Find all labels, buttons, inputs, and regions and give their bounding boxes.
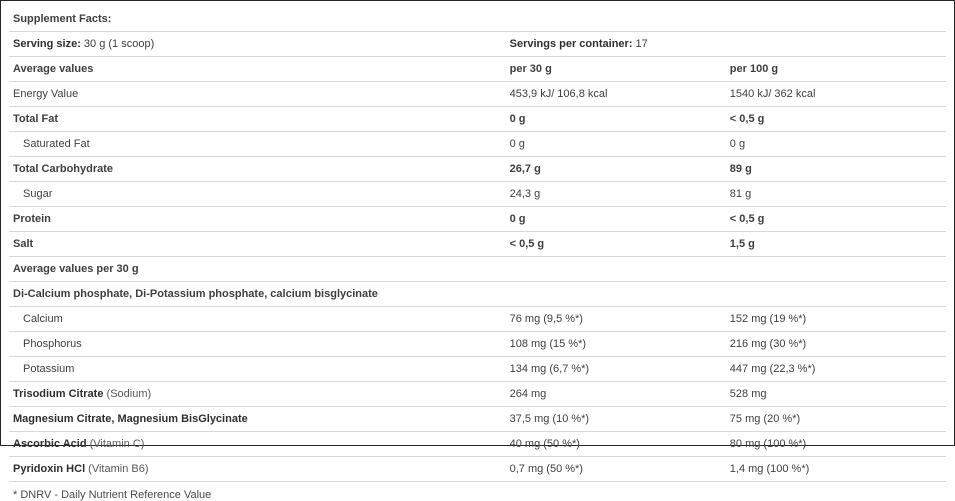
row-value-100g: 447 mg (22,3 %*) [726, 357, 946, 382]
ingredient-group-row [9, 282, 946, 307]
row-value-100g: 1,4 mg (100 %*) [726, 457, 946, 482]
row-label-main: Pyridoxin HCl [13, 463, 86, 475]
row-label: Total Carbohydrate [9, 157, 506, 182]
row-value-100g: 81 g [726, 182, 946, 207]
row-value-30g: 453,9 kJ/ 106,8 kcal [506, 82, 726, 107]
row-label-suffix: (Vitamin B6) [85, 463, 149, 475]
row-value-30g: 37,5 mg (10 %*) [506, 407, 726, 432]
table-row [9, 407, 946, 432]
header-per-100g: per 100 g [726, 57, 946, 82]
row-value-30g: 40 mg (50 %*) [506, 432, 726, 457]
serving-size-label: Serving size: [13, 38, 81, 50]
table-row [9, 357, 946, 382]
row-label [9, 407, 506, 432]
panel-title-row [9, 7, 946, 32]
row-value-100g: 528 mg [726, 382, 946, 407]
row-label: Sugar [9, 182, 506, 207]
row-label: Salt [9, 232, 506, 257]
row-value-100g: 89 g [726, 157, 946, 182]
row-label [9, 457, 506, 482]
row-label [9, 382, 506, 407]
table-row [9, 82, 946, 107]
row-value-100g: 1,5 g [726, 232, 946, 257]
row-label: Energy Value [9, 82, 506, 107]
table-row [9, 232, 946, 257]
row-label: Total Fat [9, 107, 506, 132]
row-value-30g: 0 g [506, 132, 726, 157]
row-label-suffix: (Vitamin C) [86, 438, 145, 450]
row-value-30g: 24,3 g [506, 182, 726, 207]
table-row [9, 382, 946, 407]
row-value-30g: 0 g [506, 107, 726, 132]
row-value-100g: 152 mg (19 %*) [726, 307, 946, 332]
table-row [9, 182, 946, 207]
row-value-30g: 26,7 g [506, 157, 726, 182]
row-value-30g: 76 mg (9,5 %*) [506, 307, 726, 332]
servings-per-container-value: 17 [635, 38, 648, 50]
row-value-30g: < 0,5 g [506, 232, 726, 257]
panel-title: Supplement Facts: [9, 7, 946, 32]
row-value-100g: 75 mg (20 %*) [726, 407, 946, 432]
row-value-30g: 0,7 mg (50 %*) [506, 457, 726, 482]
dnrv-footnote: * DNRV - Daily Nutrient Reference Value [13, 489, 212, 501]
row-label: Potassium [9, 357, 506, 382]
row-value-30g: 0 g [506, 207, 726, 232]
row-label-main: Ascorbic Acid [13, 438, 87, 450]
second-section-header: Average values per 30 g [9, 257, 946, 282]
table-row [9, 157, 946, 182]
table-row [9, 432, 946, 457]
serving-info-row [9, 32, 946, 57]
column-header-row [9, 57, 946, 82]
table-row [9, 307, 946, 332]
serving-size-value: 30 g (1 scoop) [83, 38, 155, 50]
table-row [9, 132, 946, 157]
second-section-header-row [9, 257, 946, 282]
table-row [9, 107, 946, 132]
table-row [9, 207, 946, 232]
row-value-100g: 1540 kJ/ 362 kcal [726, 82, 946, 107]
ingredient-group-title: Di-Calcium phosphate, Di-Potassium phosphate, calcium bisglycinate [9, 282, 946, 307]
row-value-30g: 134 mg (6,7 %*) [506, 357, 726, 382]
row-value-100g: < 0,5 g [726, 207, 946, 232]
header-name: Average values [9, 57, 506, 82]
row-value-100g: 216 mg (30 %*) [726, 332, 946, 357]
row-label-suffix: (Sodium) [103, 388, 152, 400]
servings-per-container-cell [506, 32, 946, 57]
row-value-100g: 80 mg (100 %*) [726, 432, 946, 457]
row-label-main: Trisodium Citrate [13, 388, 104, 400]
row-label: Protein [9, 207, 506, 232]
serving-size-cell [9, 32, 506, 57]
servings-per-container-label: Servings per container: [509, 38, 633, 50]
supplement-facts-table [9, 7, 946, 482]
row-value-100g: < 0,5 g [726, 107, 946, 132]
table-row [9, 457, 946, 482]
row-label-main: Magnesium Citrate, Magnesium BisGlycinate [13, 413, 248, 425]
row-value-100g: 0 g [726, 132, 946, 157]
row-value-30g: 264 mg [506, 382, 726, 407]
row-value-30g: 108 mg (15 %*) [506, 332, 726, 357]
header-per-30g: per 30 g [506, 57, 726, 82]
row-label [9, 432, 506, 457]
row-label: Calcium [9, 307, 506, 332]
table-row [9, 332, 946, 357]
row-label: Phosphorus [9, 332, 506, 357]
row-label: Saturated Fat [9, 132, 506, 157]
